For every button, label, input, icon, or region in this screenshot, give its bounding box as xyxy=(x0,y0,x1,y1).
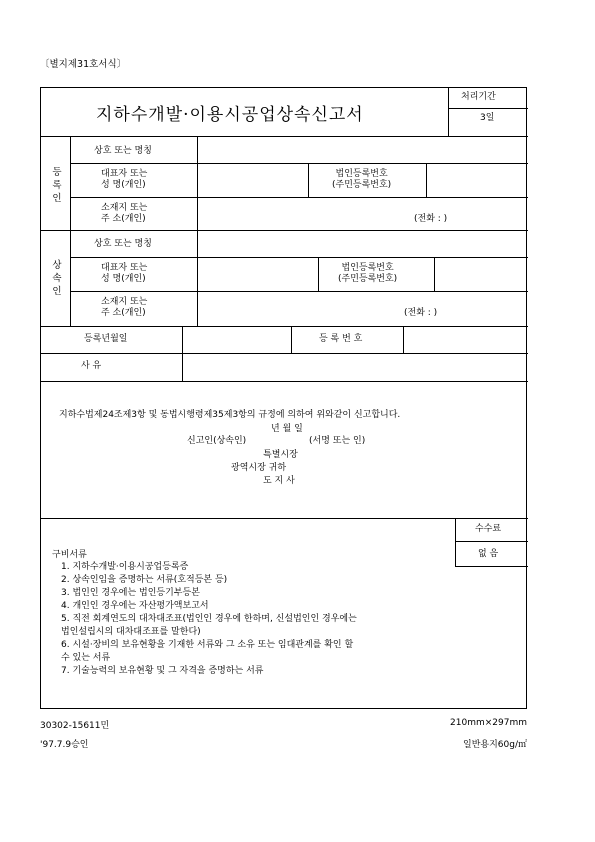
registration-number-field[interactable] xyxy=(404,327,527,353)
heir-side-label: 상 속 인 xyxy=(52,260,62,297)
addressee-line2: 광역시장 귀하 xyxy=(231,463,287,473)
registered-trade-name-label: 상호 또는 명칭 xyxy=(94,146,152,156)
document-item: 1. 지하수개발·이용시공업등록증 xyxy=(61,562,189,572)
registered-address-field[interactable] xyxy=(198,198,527,230)
documents-heading: 구비서류 xyxy=(52,550,87,560)
registered-trade-name-field[interactable] xyxy=(198,137,527,163)
document-item: 수 있는 서류 xyxy=(61,653,111,663)
document-item: 2. 상속인임을 증명하는 서류(호적등본 등) xyxy=(61,575,228,585)
fee-label: 수수료 xyxy=(475,524,502,534)
document-item: 4. 개인인 경우에는 자산평가액보고서 xyxy=(61,601,209,611)
declaration-form xyxy=(40,87,527,709)
addressee-line1: 특별시장 xyxy=(263,450,298,460)
heir-trade-name-label: 상호 또는 명칭 xyxy=(94,239,152,249)
heir-address-field[interactable] xyxy=(198,292,527,325)
document-item: 7. 기술능력의 보유현황 및 그 자격을 증명하는 서류 xyxy=(61,666,264,676)
registration-number-label: 등 록 번 호 xyxy=(319,334,363,344)
document-item: 6. 시설·장비의 보유현황을 기재한 서류와 그 소유 또는 임대관계를 확인 할 xyxy=(61,640,354,650)
registered-address-label: 소재지 또는 주 소(개인) xyxy=(101,203,148,224)
heir-rep-label: 대표자 또는 성 명(개인) xyxy=(101,263,148,284)
footer-paper-type: 일반용지60g/㎡ xyxy=(463,740,527,750)
declaration-date: 년 월 일 xyxy=(271,424,303,434)
declarant-label: 신고인(상속인) xyxy=(187,436,247,446)
reason-label: 사 유 xyxy=(81,361,102,371)
addressee-line3: 도 지 사 xyxy=(263,476,295,486)
form-reference: 〔별지제31호서식〕 xyxy=(40,59,127,70)
heir-trade-name-field[interactable] xyxy=(198,231,527,257)
document-item: 3. 법인인 경우에는 법인등기부등본 xyxy=(61,588,200,598)
document-item: 법인설립시의 대차대조표를 말한다) xyxy=(61,627,201,637)
heir-corp-no-label: 법인등록번호 (주민등록번호) xyxy=(338,263,398,284)
reason-field[interactable] xyxy=(183,354,527,380)
registration-date-label: 등록년월일 xyxy=(84,334,128,344)
fee-value: 없 음 xyxy=(478,549,499,559)
registered-side-label: 등 록 인 xyxy=(52,167,62,204)
footer-paper-size: 210mm×297mm xyxy=(450,718,527,728)
heir-rep-field[interactable] xyxy=(198,258,318,291)
document-item: 5. 직전 회계연도의 대차대조표(법인인 경우에 한하며, 신설법인인 경우에는 xyxy=(61,614,357,624)
declaration-text: 지하수법제24조제3항 및 동법시행령제35제3항의 규정에 의하여 위와같이 신고합니다. xyxy=(59,410,401,420)
heir-phone: (전화 : ) xyxy=(404,308,438,318)
registered-corp-no-label: 법인등록번호 (주민등록번호) xyxy=(332,169,392,190)
heir-corp-no-field[interactable] xyxy=(435,258,527,291)
registered-phone: (전화 : ) xyxy=(414,214,448,224)
signature-label: (서명 또는 인) xyxy=(309,436,366,446)
footer-approval-date: '97.7.9승인 xyxy=(40,740,89,750)
processing-period-value: 3일 xyxy=(480,113,495,123)
processing-period-label: 처리기간 xyxy=(461,92,496,102)
registration-date-field[interactable] xyxy=(183,327,291,353)
registered-rep-label: 대표자 또는 성 명(개인) xyxy=(101,169,148,190)
footer-form-code: 30302-15611민 xyxy=(40,721,110,731)
heir-address-label: 소재지 또는 주 소(개인) xyxy=(101,297,148,318)
registered-corp-no-field[interactable] xyxy=(427,164,527,197)
form-title: 지하수개발·이용시공업상속신고서 xyxy=(96,105,364,125)
registered-rep-field[interactable] xyxy=(198,164,308,197)
